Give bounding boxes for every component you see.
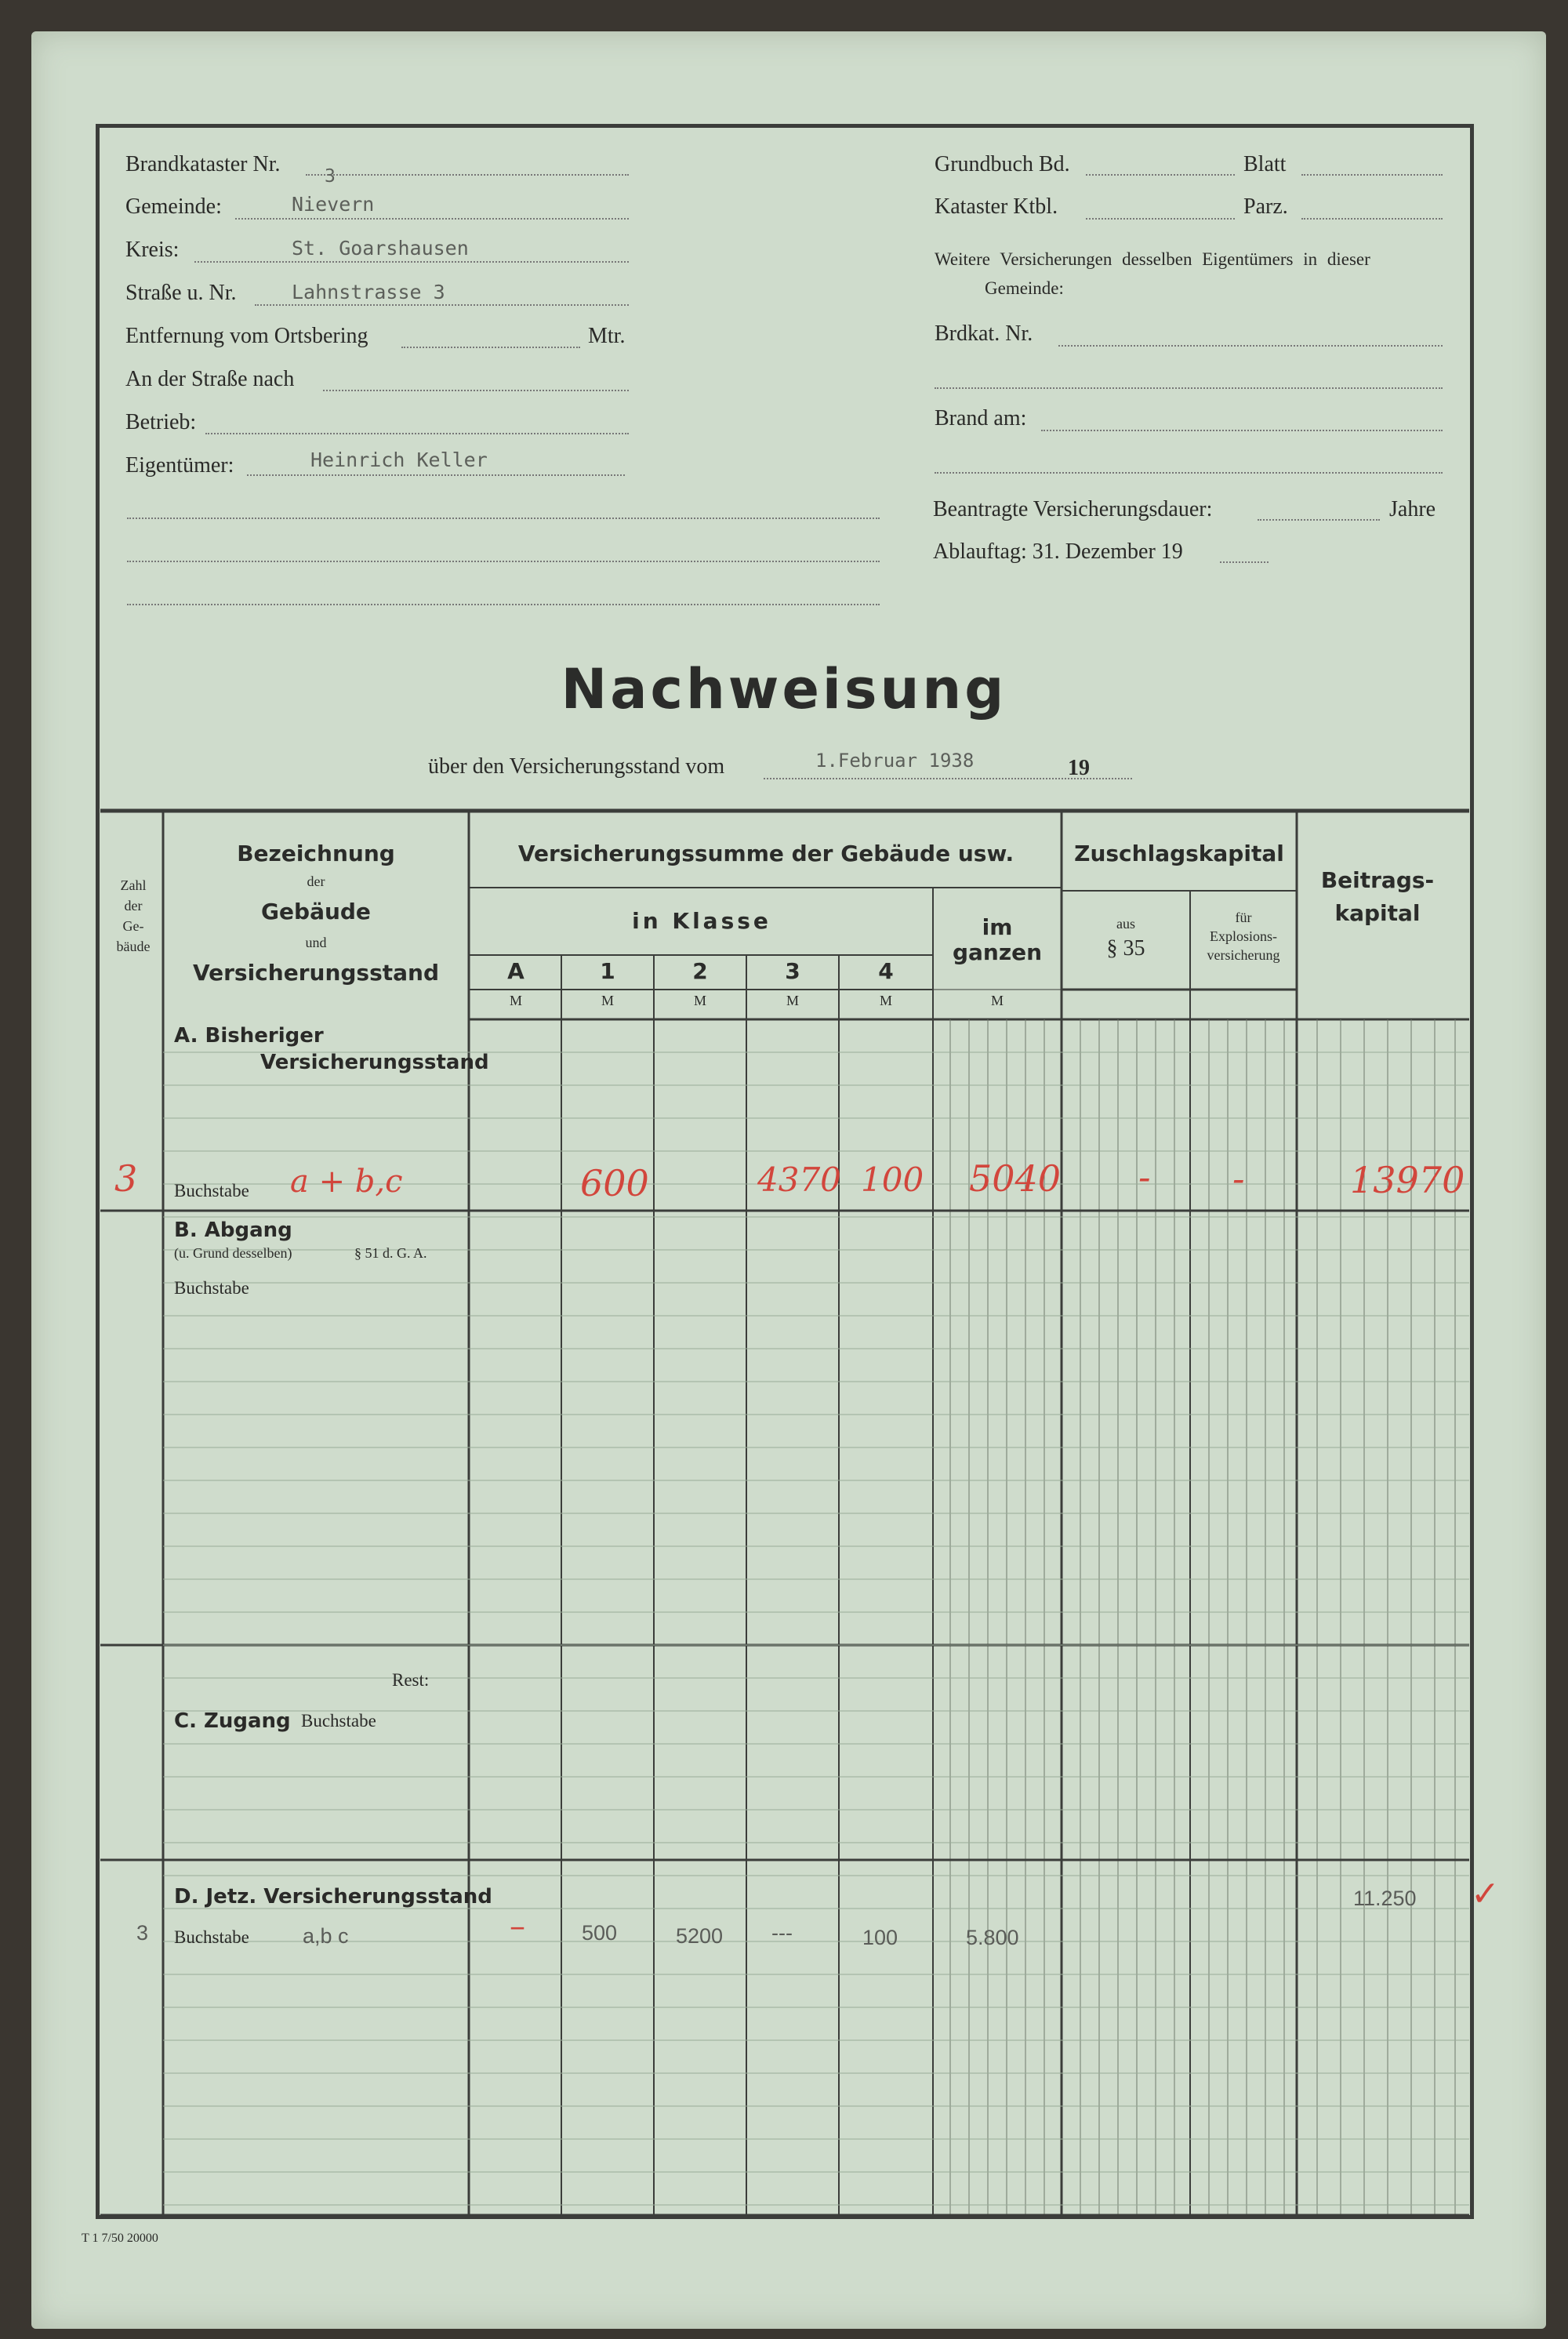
- label-entfernung: Entfernung vom Ortsbering: [125, 324, 368, 348]
- label-weitere-line1: Weitere Versicherungen desselben Eigentümers in dieser: [935, 249, 1370, 269]
- section-d-title: D. Jetz. Versicherungsstand: [174, 1885, 492, 1909]
- label-versicherungsdauer: Beantragte Versicherungsdauer:: [933, 497, 1213, 521]
- label-brandkataster: Brandkataster Nr.: [125, 152, 281, 176]
- header-beitrags: Beitrags-: [1320, 867, 1435, 893]
- row-d-im-ganzen: 5.800: [966, 1926, 1019, 1949]
- row-a-para35: -: [1138, 1156, 1151, 1198]
- value-kreis: St. Goarshausen: [292, 237, 469, 260]
- header-zahl: [103, 875, 163, 957]
- row-a-klasse-4: 100: [861, 1160, 924, 1199]
- section-c-title: C. Zugang: [174, 1709, 291, 1733]
- header-klasse-a: A: [507, 958, 524, 984]
- header-zahl-4: bäude: [116, 939, 151, 954]
- footer-print-code: T 1 7/50 20000: [82, 2232, 158, 2245]
- header-zahl-2: der: [124, 898, 143, 913]
- header-bez-der: der: [307, 873, 325, 889]
- header-ganzen: ganzen: [952, 939, 1043, 965]
- label-eigentuemer: Eigentümer:: [125, 453, 234, 478]
- label-rest: Rest:: [392, 1670, 430, 1690]
- value-gemeinde: Nievern: [292, 193, 375, 216]
- row-a-im-ganzen: 5040: [969, 1157, 1062, 1200]
- header-zahl-3: Ge-: [122, 918, 144, 934]
- row-d-klasse-3: ---: [771, 1921, 793, 1945]
- label-versicherungsstand-vom: über den Versicherungsstand vom: [428, 754, 725, 779]
- label-weitere-line2: Gemeinde:: [985, 278, 1064, 298]
- row-d-klasse-2: 5200: [676, 1924, 724, 1948]
- value-eigentuemer: Heinrich Keller: [310, 449, 488, 471]
- header-versicherung: versicherung: [1207, 947, 1280, 963]
- unit-m-4: M: [879, 993, 892, 1008]
- header-versicherungssumme: Versicherungssumme der Gebäude usw.: [517, 841, 1014, 866]
- header-aus: aus: [1116, 916, 1135, 932]
- label-an-der-strasse: An der Straße nach: [125, 367, 295, 391]
- label-brdkat: Brdkat. Nr.: [935, 321, 1033, 346]
- unit-mtr: Mtr.: [588, 324, 626, 348]
- header-klasse-3: 3: [785, 958, 800, 984]
- header-versicherungsstand: Versicherungsstand: [192, 960, 440, 986]
- header-fuer: für: [1235, 910, 1252, 925]
- label-gemeinde: Gemeinde:: [125, 194, 222, 219]
- header-klasse-1: 1: [600, 958, 615, 984]
- section-a-subtitle: Versicherungsstand: [260, 1051, 489, 1074]
- header-zuschlagskapital: Zuschlagskapital: [1074, 841, 1284, 866]
- label-year-suffix: 19: [1068, 756, 1090, 780]
- header-im: im: [982, 914, 1013, 940]
- unit-m-ganzen: M: [990, 993, 1004, 1008]
- row-a-beitragskapital: 13970: [1350, 1159, 1465, 1201]
- row-a-klasse-3: 4370: [757, 1160, 841, 1199]
- unit-m-1: M: [601, 993, 614, 1008]
- section-b-subtitle: (u. Grund desselben): [174, 1245, 292, 1261]
- row-a-zahl: 3: [114, 1157, 138, 1200]
- row-d-beitragskapital: 11.250: [1353, 1887, 1417, 1910]
- label-parz: Parz.: [1243, 194, 1288, 219]
- header-bez-und: und: [305, 935, 327, 950]
- label-jahre: Jahre: [1389, 497, 1436, 521]
- row-d-klasse-1: 500: [582, 1921, 618, 1945]
- label-brand-am: Brand am:: [935, 406, 1027, 430]
- row-a-buchstabe: a + b,c: [290, 1164, 403, 1200]
- header-klasse-2: 2: [692, 958, 708, 984]
- label-kreis: Kreis:: [125, 238, 180, 262]
- header-bezeichnung: Bezeichnung: [237, 841, 395, 866]
- row-d-zahl: 3: [136, 1921, 149, 1945]
- row-a-explosion: -: [1232, 1157, 1245, 1200]
- header-klasse-4: 4: [878, 958, 894, 984]
- section-b-buchstabe: Buchstabe: [174, 1278, 249, 1298]
- row-d-klasse-a: –: [510, 1909, 525, 1945]
- section-b-paragraph: § 51 d. G. A.: [354, 1245, 427, 1261]
- value-stichtag: 1.Februar 1938: [815, 750, 975, 772]
- value-strasse: Lahnstrasse 3: [292, 281, 445, 303]
- page-title: Nachweisung: [561, 657, 1007, 721]
- unit-m-a: M: [509, 993, 522, 1008]
- row-d-klasse-4: 100: [862, 1926, 898, 1949]
- header-zahl-1: Zahl: [120, 877, 147, 893]
- label-blatt: Blatt: [1243, 152, 1287, 176]
- label-ablauftag: Ablauftag: 31. Dezember 19: [933, 539, 1183, 564]
- check-mark: ✓: [1471, 1874, 1500, 1914]
- value-brandkataster: 3: [325, 166, 336, 187]
- section-a-buchstabe: Buchstabe: [174, 1181, 249, 1200]
- unit-m-2: M: [693, 993, 706, 1008]
- row-a-klasse-1: 600: [580, 1162, 649, 1204]
- row-d-buchstabe: a,b c: [303, 1924, 349, 1948]
- section-c-buchstabe: Buchstabe: [301, 1711, 376, 1731]
- section-a-title: A. Bisheriger: [174, 1024, 324, 1048]
- header-explosions: Explosions-: [1209, 928, 1277, 944]
- header-para35: § 35: [1106, 936, 1145, 961]
- header-kapital: kapital: [1334, 900, 1421, 926]
- label-strasse: Straße u. Nr.: [125, 281, 237, 305]
- label-betrieb: Betrieb:: [125, 410, 197, 434]
- section-d-buchstabe: Buchstabe: [174, 1927, 249, 1947]
- label-grundbuch: Grundbuch Bd.: [935, 152, 1070, 176]
- section-b-title: B. Abgang: [174, 1219, 292, 1242]
- header-gebaeude: Gebäude: [261, 899, 371, 924]
- label-kataster: Kataster Ktbl.: [935, 194, 1058, 219]
- unit-m-3: M: [786, 993, 799, 1008]
- header-in-klasse: in Klasse: [632, 908, 771, 934]
